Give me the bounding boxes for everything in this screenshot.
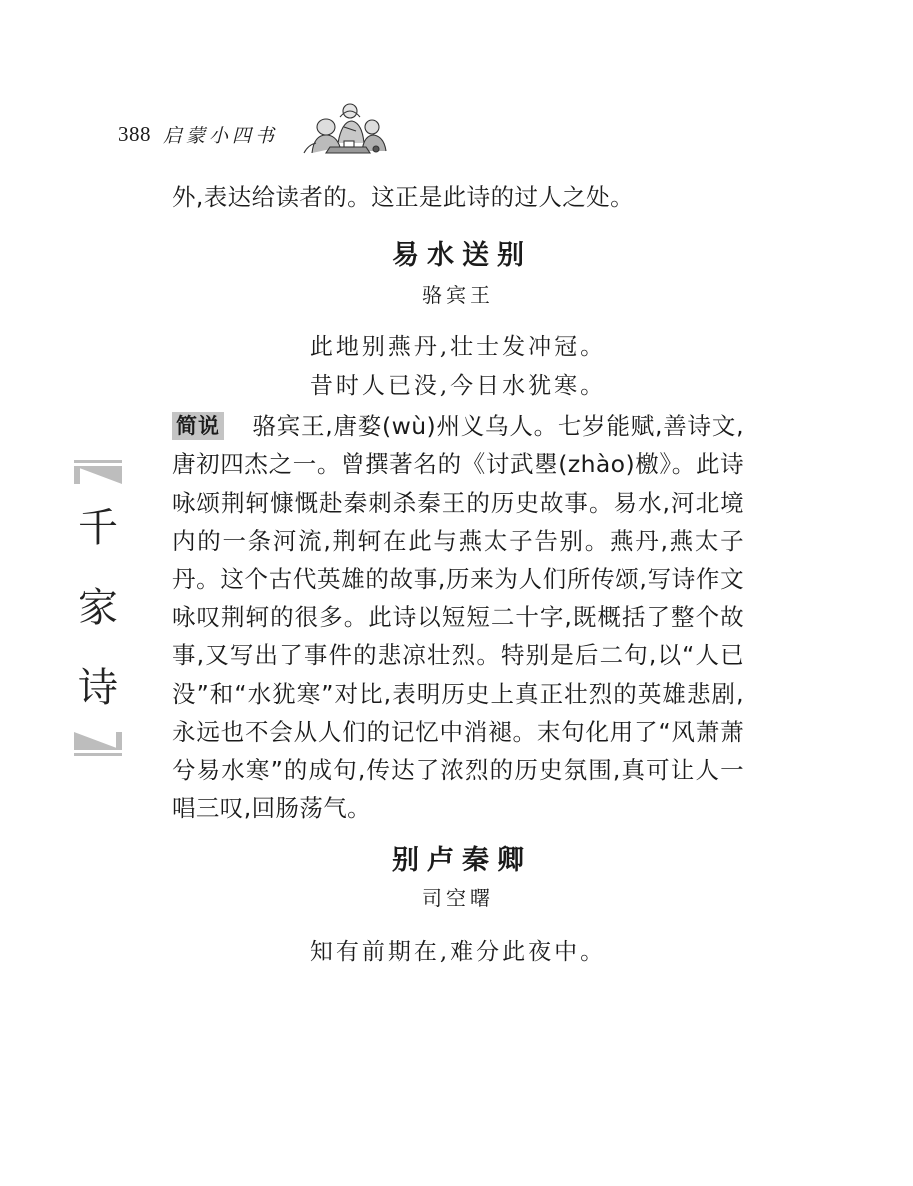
side-char-2: 家 xyxy=(78,585,118,631)
poem-1-line-2: 昔时人已没,今日水犹寒。 xyxy=(309,373,607,400)
poem-1-line-1: 此地别燕丹,壮士发冲冠。 xyxy=(309,334,607,361)
page-header xyxy=(118,112,392,156)
poem-1-commentary xyxy=(172,407,744,827)
side-char-3: 诗 xyxy=(78,665,118,711)
commentary-text: 骆宾王,唐婺(wù)州义乌人。七岁能赋,善诗文,唐初四杰之一。曾撰著名的《讨武瞾(zhào)檄》。此诗咏颂荆轲慷慨赴秦刺杀秦王的历史故事。易水,河北境内的一条河流,荆轲在此与燕太子告别。燕丹,燕太子丹。这个古代英雄的故事,历来为人们所传颂,写诗作文咏叹荆轲的很多。此诗以短短二十字,既概括了整个故事,又写出了事件的悲凉壮烈。特别是后二句,以“人已没”和“水犹寒”对比,表明历史上真正壮烈的英雄悲剧,永远也不会从人们的记忆中消褪。末句化用了“风萧萧兮易水寒”的成句,传达了浓烈的历史氛围,真可让人一唱三叹,回肠荡气。 xyxy=(172,412,744,823)
bracket-bottom-icon xyxy=(72,728,124,758)
page-content xyxy=(172,178,744,972)
side-char-1: 千 xyxy=(78,505,118,551)
poem-1-title: 易水送别 xyxy=(392,240,532,272)
scholars-reading-illustration xyxy=(296,97,392,157)
side-section-label xyxy=(72,458,124,758)
page-number: 388 xyxy=(118,121,151,146)
poem-2-line-1: 知有前期在,难分此夜中。 xyxy=(309,939,607,966)
poem-2-author: 司空曙 xyxy=(422,886,494,911)
bracket-top-icon xyxy=(72,458,124,488)
poem-2-title: 别卢秦卿 xyxy=(392,845,532,877)
poem-1-author: 骆宾王 xyxy=(422,283,494,308)
commentary-tag: 简说 xyxy=(172,412,224,440)
book-title: 启蒙小四书 xyxy=(163,124,279,147)
continuation-text: 外,表达给读者的。这正是此诗的过人之处。 xyxy=(172,183,634,211)
